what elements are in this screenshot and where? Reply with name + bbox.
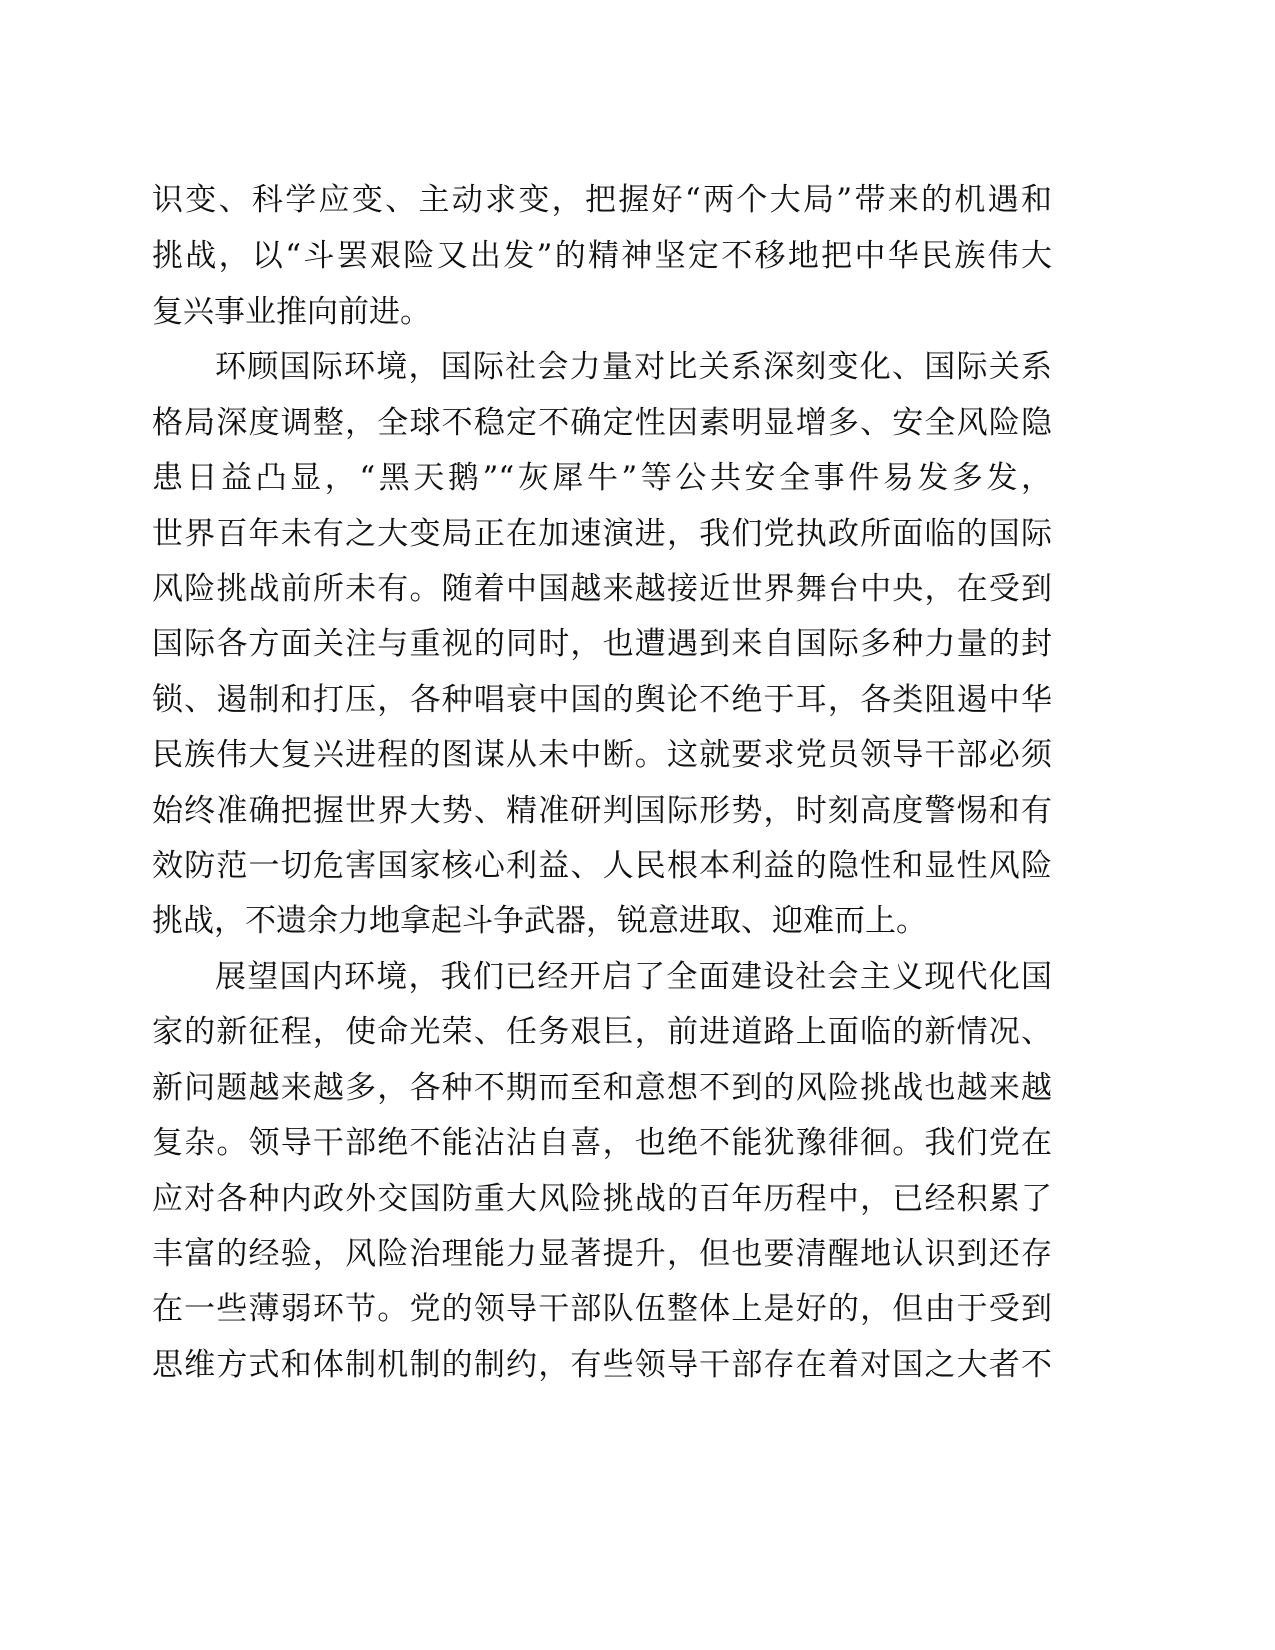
text-line: 家的新征程，使命光荣、任务艰巨，前进道路上面临的新情况、 <box>152 1014 1052 1050</box>
text-line: 应对各种内政外交国防重大风险挑战的百年历程中，已经积累了 <box>152 1181 1052 1217</box>
text-line: 新问题越来越多，各种不期而至和意想不到的风险挑战也越来越 <box>152 1070 1052 1106</box>
text-line: 挑战，不遗余力地拿起斗争武器，锐意进取、迎难而上。 <box>152 903 927 939</box>
text-line: 思维方式和体制机制的制约，有些领导干部存在着对国之大者不 <box>152 1347 1052 1383</box>
text-line: 识变、科学应变、主动求变，把握好“两个大局”带来的机遇和 <box>152 182 1052 218</box>
text-line: 国际各方面关注与重视的同时，也遭遇到来自国际多种力量的封 <box>152 626 1052 662</box>
text-line: 格局深度调整，全球不稳定不确定性因素明显增多、安全风险隐 <box>152 405 1052 441</box>
text-line: 复兴事业推向前进。 <box>152 294 431 330</box>
text-line: 在一些薄弱环节。党的领导干部队伍整体上是好的，但由于受到 <box>152 1291 1052 1327</box>
text-line: 复杂。领导干部绝不能沾沾自喜，也绝不能犹豫徘徊。我们党在 <box>152 1125 1052 1161</box>
text-line: 丰富的经验，风险治理能力显著提升，但也要清醒地认识到还存 <box>152 1236 1052 1272</box>
text-line: 挑战，以“斗罢艰险又出发”的精神坚定不移地把中华民族伟大 <box>152 238 1052 274</box>
text-line: 环顾国际环境，国际社会力量对比关系深刻变化、国际关系 <box>215 349 1052 385</box>
text-line: 世界百年未有之大变局正在加速演进，我们党执政所面临的国际 <box>152 516 1052 552</box>
text-line: 展望国内环境，我们已经开启了全面建设社会主义现代化国 <box>215 959 1052 995</box>
text-line: 民族伟大复兴进程的图谋从未中断。这就要求党员领导干部必须 <box>152 737 1052 773</box>
text-line: 患日益凸显，“黑天鹅”“灰犀牛”等公共安全事件易发多发， <box>152 460 1052 496</box>
text-line: 风险挑战前所未有。随着中国越来越接近世界舞台中央，在受到 <box>152 571 1052 607</box>
text-line: 始终准确把握世界大势、精准研判国际形势，时刻高度警惕和有 <box>152 793 1052 829</box>
text-line: 锁、遏制和打压，各种唱衰中国的舆论不绝于耳，各类阻遏中华 <box>152 682 1052 718</box>
text-line: 效防范一切危害国家核心利益、人民根本利益的隐性和显性风险 <box>152 848 1052 884</box>
